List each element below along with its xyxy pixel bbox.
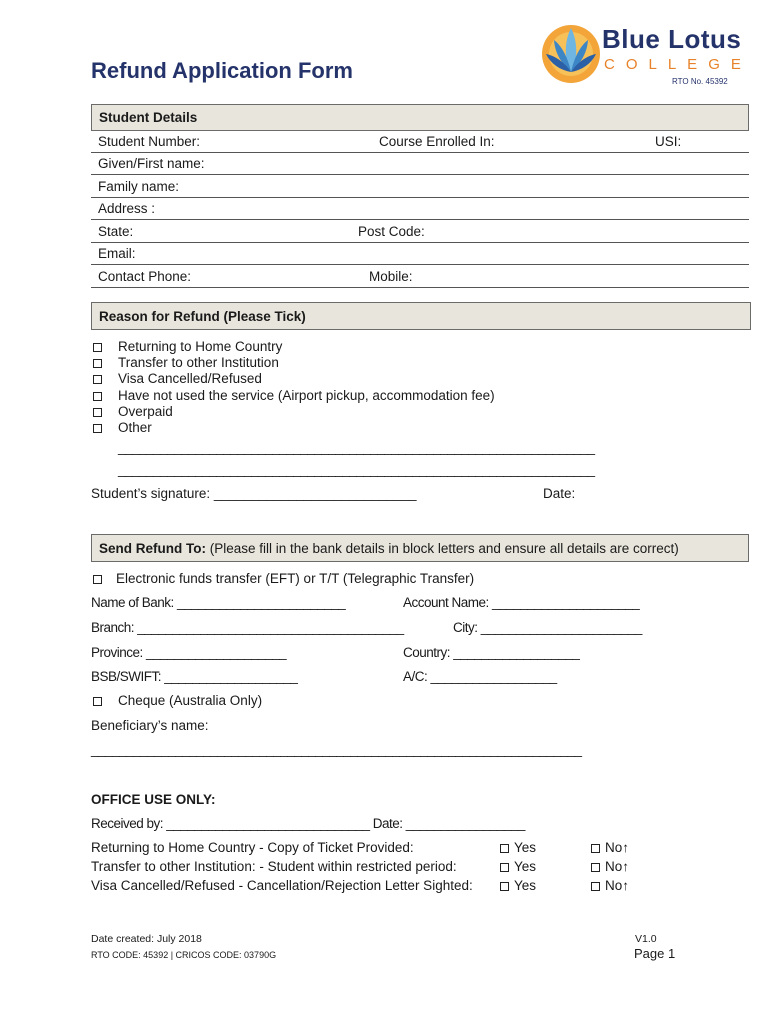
checkbox[interactable] xyxy=(591,882,600,891)
office-row-label: Visa Cancelled/Refused - Cancellation/Rejection Letter Sighted: xyxy=(91,878,473,893)
logo-rto: RTO No. 45392 xyxy=(672,77,728,86)
mobile-label: Mobile: xyxy=(369,269,413,284)
checkbox[interactable] xyxy=(500,863,509,872)
office-row-label: Returning to Home Country - Copy of Ticket Provided: xyxy=(91,840,414,855)
email-field[interactable] xyxy=(91,243,749,265)
no-label: No↑ xyxy=(605,840,630,855)
other-reason-line[interactable]: ____________________________________________________________________ xyxy=(118,440,595,455)
bank-name-field[interactable]: Name of Bank: ________________________ xyxy=(91,595,346,610)
checkbox[interactable] xyxy=(93,408,102,417)
office-use-heading: OFFICE USE ONLY: xyxy=(91,792,216,807)
checkbox[interactable] xyxy=(93,359,102,368)
page-number: Page 1 xyxy=(634,946,676,961)
reason-option-label: Other xyxy=(118,419,152,435)
checkbox[interactable] xyxy=(500,844,509,853)
checkbox[interactable] xyxy=(93,375,102,384)
office-yes-option[interactable] xyxy=(500,878,536,893)
beneficiary-label: Beneficiary’s name: xyxy=(91,718,209,733)
office-yes-option[interactable] xyxy=(500,859,536,874)
yes-label: Yes xyxy=(514,859,537,874)
no-label: No↑ xyxy=(605,878,630,893)
state-label: State: xyxy=(98,224,134,239)
student-signature-field[interactable]: Student’s signature: ___________________________ xyxy=(91,486,417,501)
country-field[interactable]: Country: __________________ xyxy=(403,645,580,660)
beneficiary-name-field[interactable]: ______________________________________________________________________ xyxy=(91,742,582,757)
logo-subtitle: COLLEGE xyxy=(604,56,752,73)
received-by-field[interactable]: Received by: _____________________________ Date: _________________ xyxy=(91,816,525,831)
office-yes-option[interactable] xyxy=(500,840,536,855)
other-reason-line[interactable]: ____________________________________________________________________ xyxy=(118,462,595,477)
yes-label: Yes xyxy=(514,878,537,893)
contact-phone-field[interactable] xyxy=(91,266,749,288)
office-no-option[interactable] xyxy=(591,859,629,874)
eft-label: Electronic funds transfer (EFT) or T/T (Telegraphic Transfer) xyxy=(116,571,475,586)
cheque-label: Cheque (Australia Only) xyxy=(118,693,263,708)
checkbox[interactable] xyxy=(93,392,102,401)
send-refund-heading-note: (Please fill in the bank details in block letters and ensure all details are correct) xyxy=(206,541,679,556)
family-name-field[interactable] xyxy=(91,176,749,198)
account-number-field[interactable]: A/C: __________________ xyxy=(403,669,557,684)
given-name-label: Given/First name: xyxy=(98,156,205,171)
lotus-icon xyxy=(540,16,602,92)
reason-option-label: Have not used the service (Airport pickup, accommodation fee) xyxy=(118,387,495,403)
eft-option[interactable] xyxy=(91,571,474,586)
email-label: Email: xyxy=(98,246,136,261)
send-refund-heading-bold: Send Refund To: xyxy=(99,541,206,556)
reason-option-label: Overpaid xyxy=(118,403,173,419)
date-created: Date created: July 2018 xyxy=(91,933,202,945)
checkbox[interactable] xyxy=(93,424,102,433)
address-field[interactable] xyxy=(91,198,749,220)
course-enrolled-label: Course Enrolled In: xyxy=(379,134,495,149)
signature-date-label: Date: xyxy=(543,486,576,501)
yes-label: Yes xyxy=(514,840,537,855)
checkbox[interactable] xyxy=(591,863,600,872)
usi-label: USI: xyxy=(655,134,682,149)
contact-phone-label: Contact Phone: xyxy=(98,269,192,284)
branch-field[interactable]: Branch: ______________________________________ xyxy=(91,620,404,635)
reason-option-label: Returning to Home Country xyxy=(118,339,283,354)
office-no-option[interactable] xyxy=(591,840,629,855)
state-field[interactable] xyxy=(91,221,749,243)
address-label: Address : xyxy=(98,201,156,216)
reason-heading: Reason for Refund (Please Tick) xyxy=(91,302,751,330)
checkbox[interactable] xyxy=(93,697,102,706)
account-name-field[interactable]: Account Name: _____________________ xyxy=(403,595,640,610)
logo-name: Blue Lotus xyxy=(602,24,742,54)
student-details-heading: Student Details xyxy=(91,104,749,131)
college-logo xyxy=(540,16,752,92)
version: V1.0 xyxy=(635,933,657,945)
no-label: No↑ xyxy=(605,859,630,874)
city-field[interactable]: City: _______________________ xyxy=(453,620,642,635)
reason-option-label: Visa Cancelled/Refused xyxy=(118,371,262,387)
page-title: Refund Application Form xyxy=(91,58,353,83)
cheque-option[interactable] xyxy=(91,693,262,708)
post-code-label: Post Code: xyxy=(358,224,425,239)
office-row-label: Transfer to other Institution: - Student within restricted period: xyxy=(91,859,457,874)
bsb-swift-field[interactable]: BSB/SWIFT: ___________________ xyxy=(91,669,298,684)
student-number-field[interactable] xyxy=(91,131,749,153)
checkbox[interactable] xyxy=(591,844,600,853)
student-number-label: Student Number: xyxy=(98,134,201,149)
rto-cricos-codes: RTO CODE: 45392 | CRICOS CODE: 03790G xyxy=(91,950,277,960)
checkbox[interactable] xyxy=(93,575,102,584)
office-no-option[interactable] xyxy=(591,878,629,893)
send-refund-heading xyxy=(91,534,749,562)
given-name-field[interactable] xyxy=(91,153,749,175)
province-field[interactable]: Province: ____________________ xyxy=(91,645,287,660)
reason-option-label: Transfer to other Institution xyxy=(118,355,279,371)
checkbox[interactable] xyxy=(500,882,509,891)
checkbox[interactable] xyxy=(93,343,102,352)
family-name-label: Family name: xyxy=(98,179,180,194)
